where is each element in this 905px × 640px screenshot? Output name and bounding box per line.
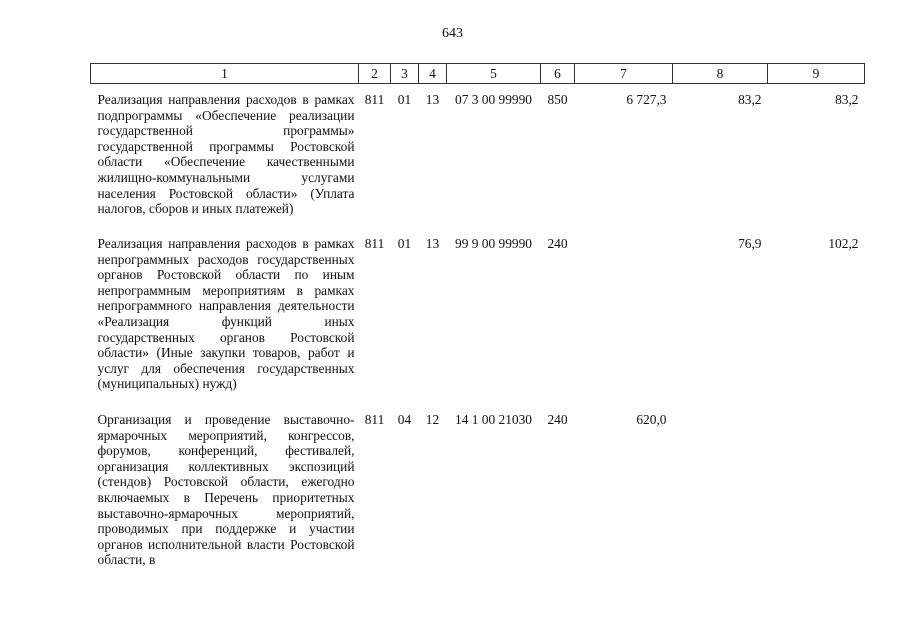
ministry-code: 811	[364, 92, 385, 107]
target-code: 14 1 00 21030	[455, 412, 532, 427]
amount-col7	[575, 228, 673, 404]
subsection-code: 12	[425, 412, 440, 427]
budget-table	[90, 63, 865, 568]
expense-type-code: 850	[547, 92, 568, 107]
ministry-code: 811	[364, 236, 385, 251]
header-cell-9: 9	[768, 64, 865, 84]
header-cell-7: 7	[575, 64, 673, 84]
ministry-code: 811	[364, 412, 385, 427]
amount-col7: 620,0	[636, 412, 667, 427]
expense-type-code: 240	[547, 412, 568, 427]
table-row	[91, 228, 865, 404]
header-cell-4: 4	[419, 64, 447, 84]
row-description: Реализация направления расходов в рамках непрограммных расходов государственных органов Ростовской области по иным непрограммным мероприятиям в рамках непрограммного направления деятельности «Реализация функций иных государственных органов Ростовской области» (Иные закупки товаров, работ и услуг для обеспечения государственных (муниципальных) нужд)	[97, 236, 355, 392]
amount-col8: 83,2	[738, 92, 762, 107]
page-number: 643	[442, 26, 463, 41]
section-code: 01	[397, 236, 412, 251]
table-row	[91, 404, 865, 568]
target-code: 07 3 00 99990	[455, 92, 532, 107]
table-row	[91, 84, 865, 229]
table-header-row	[91, 64, 865, 84]
row-description: Организация и проведение выставочно-ярмарочных мероприятий, конгрессов, форумов, конференций, фестивалей, организация коллективных экспозиций (стендов) Ростовской области, ежегодно включаемых в Перечень приоритетных выставочно-ярмарочных мероприятий, проводимых при поддержке и участии органов исполнительной власти Ростовской области, в	[97, 412, 355, 568]
header-cell-6: 6	[541, 64, 575, 84]
row-description: Реализация направления расходов в рамках подпрограммы «Обеспечение реализации государственной программы» государственной программы Ростовской области «Обеспечение качественными жилищно-коммунальными услугами населения Ростовской области» (Уплата налогов, сборов и иных платежей)	[97, 92, 355, 217]
section-code: 01	[397, 92, 412, 107]
amount-col9: 83,2	[835, 92, 859, 107]
subsection-code: 13	[425, 236, 440, 251]
amount-col8	[673, 404, 768, 568]
subsection-code: 13	[425, 92, 440, 107]
header-cell-1: 1	[91, 64, 359, 84]
header-cell-5: 5	[447, 64, 541, 84]
header-cell-2: 2	[359, 64, 391, 84]
header-cell-3: 3	[391, 64, 419, 84]
expense-type-code: 240	[547, 236, 568, 251]
header-cell-8: 8	[673, 64, 768, 84]
section-code: 04	[397, 412, 412, 427]
target-code: 99 9 00 99990	[455, 236, 532, 251]
amount-col9	[768, 404, 865, 568]
amount-col9: 102,2	[828, 236, 859, 251]
amount-col8: 76,9	[738, 236, 762, 251]
amount-col7: 6 727,3	[626, 92, 667, 107]
